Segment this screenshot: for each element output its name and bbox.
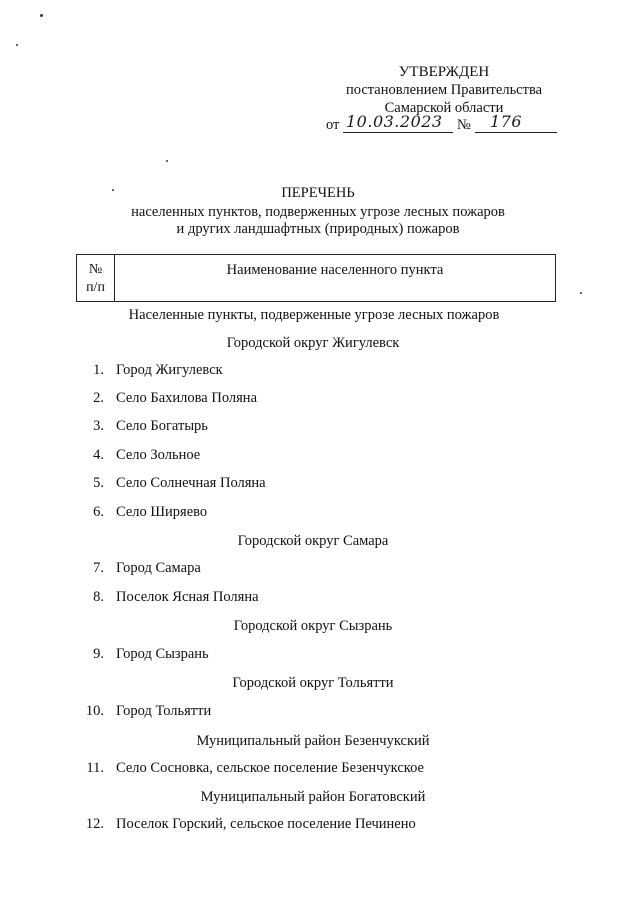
- item-number: 2.: [93, 390, 104, 406]
- approval-title: УТВЕРЖДЕН: [398, 64, 490, 80]
- document-subtitle-1: населенных пунктов, подверженных угрозе лесных пожаров: [131, 204, 505, 220]
- item-number: 6.: [93, 504, 104, 520]
- item-name: Село Зольное: [116, 447, 201, 463]
- item-name: Село Богатырь: [116, 418, 208, 434]
- number-prefix: №: [457, 117, 471, 133]
- item-name: Город Жигулевск: [116, 362, 223, 378]
- approval-line-1: постановлением Правительства: [345, 82, 543, 98]
- scan-speck: [580, 292, 582, 294]
- scan-speck: [40, 14, 43, 17]
- col-num-abbr: п/п: [86, 280, 105, 295]
- item-name: Город Самара: [116, 560, 201, 576]
- scan-speck: [166, 160, 168, 162]
- item-number: 1.: [93, 362, 104, 378]
- item-number: 10.: [85, 703, 104, 719]
- approval-line-2: Самарской области: [384, 100, 504, 116]
- scan-speck: [112, 189, 114, 191]
- group-heading: Городской округ Самара: [237, 533, 389, 549]
- item-number: 7.: [93, 560, 104, 576]
- scan-speck: [16, 44, 18, 46]
- date-prefix: от: [326, 117, 340, 133]
- item-name: Село Сосновка, сельское поселение Безенчукское: [116, 760, 424, 776]
- item-name: Город Тольятти: [116, 703, 212, 719]
- group-heading: Городской округ Сызрань: [233, 618, 393, 634]
- col-num-symbol: №: [88, 262, 103, 277]
- item-name: Село Ширяево: [116, 504, 208, 520]
- item-name: Поселок Горский, сельское поселение Печинено: [116, 816, 416, 832]
- date-underline: [343, 132, 453, 133]
- item-number: 11.: [86, 760, 104, 776]
- item-number: 8.: [93, 589, 104, 605]
- number-value: 176: [490, 112, 523, 131]
- item-name: Село Бахилова Поляна: [116, 390, 257, 406]
- document-title: ПЕРЕЧЕНЬ: [281, 185, 355, 201]
- date-value: 10.03.2023: [346, 112, 443, 131]
- item-number: 12.: [85, 816, 104, 832]
- col-name-header: Наименование населенного пункта: [226, 262, 444, 278]
- group-heading: Муниципальный район Богатовский: [200, 789, 426, 805]
- item-number: 9.: [93, 646, 104, 662]
- item-number: 5.: [93, 475, 104, 491]
- group-heading: Городской округ Тольятти: [232, 675, 394, 691]
- group-heading: Муниципальный район Безенчукский: [196, 733, 430, 749]
- group-heading: Городской округ Жигулевск: [226, 335, 400, 351]
- table-header: [76, 254, 556, 302]
- document-subtitle-2: и других ландшафтных (природных) пожаров: [176, 221, 460, 237]
- item-number: 4.: [93, 447, 104, 463]
- item-name: Село Солнечная Поляна: [116, 475, 266, 491]
- number-underline: [475, 132, 557, 133]
- item-number: 3.: [93, 418, 104, 434]
- item-name: Поселок Ясная Поляна: [116, 589, 259, 605]
- section-title: Населенные пункты, подверженные угрозе лесных пожаров: [128, 307, 500, 323]
- item-name: Город Сызрань: [116, 646, 209, 662]
